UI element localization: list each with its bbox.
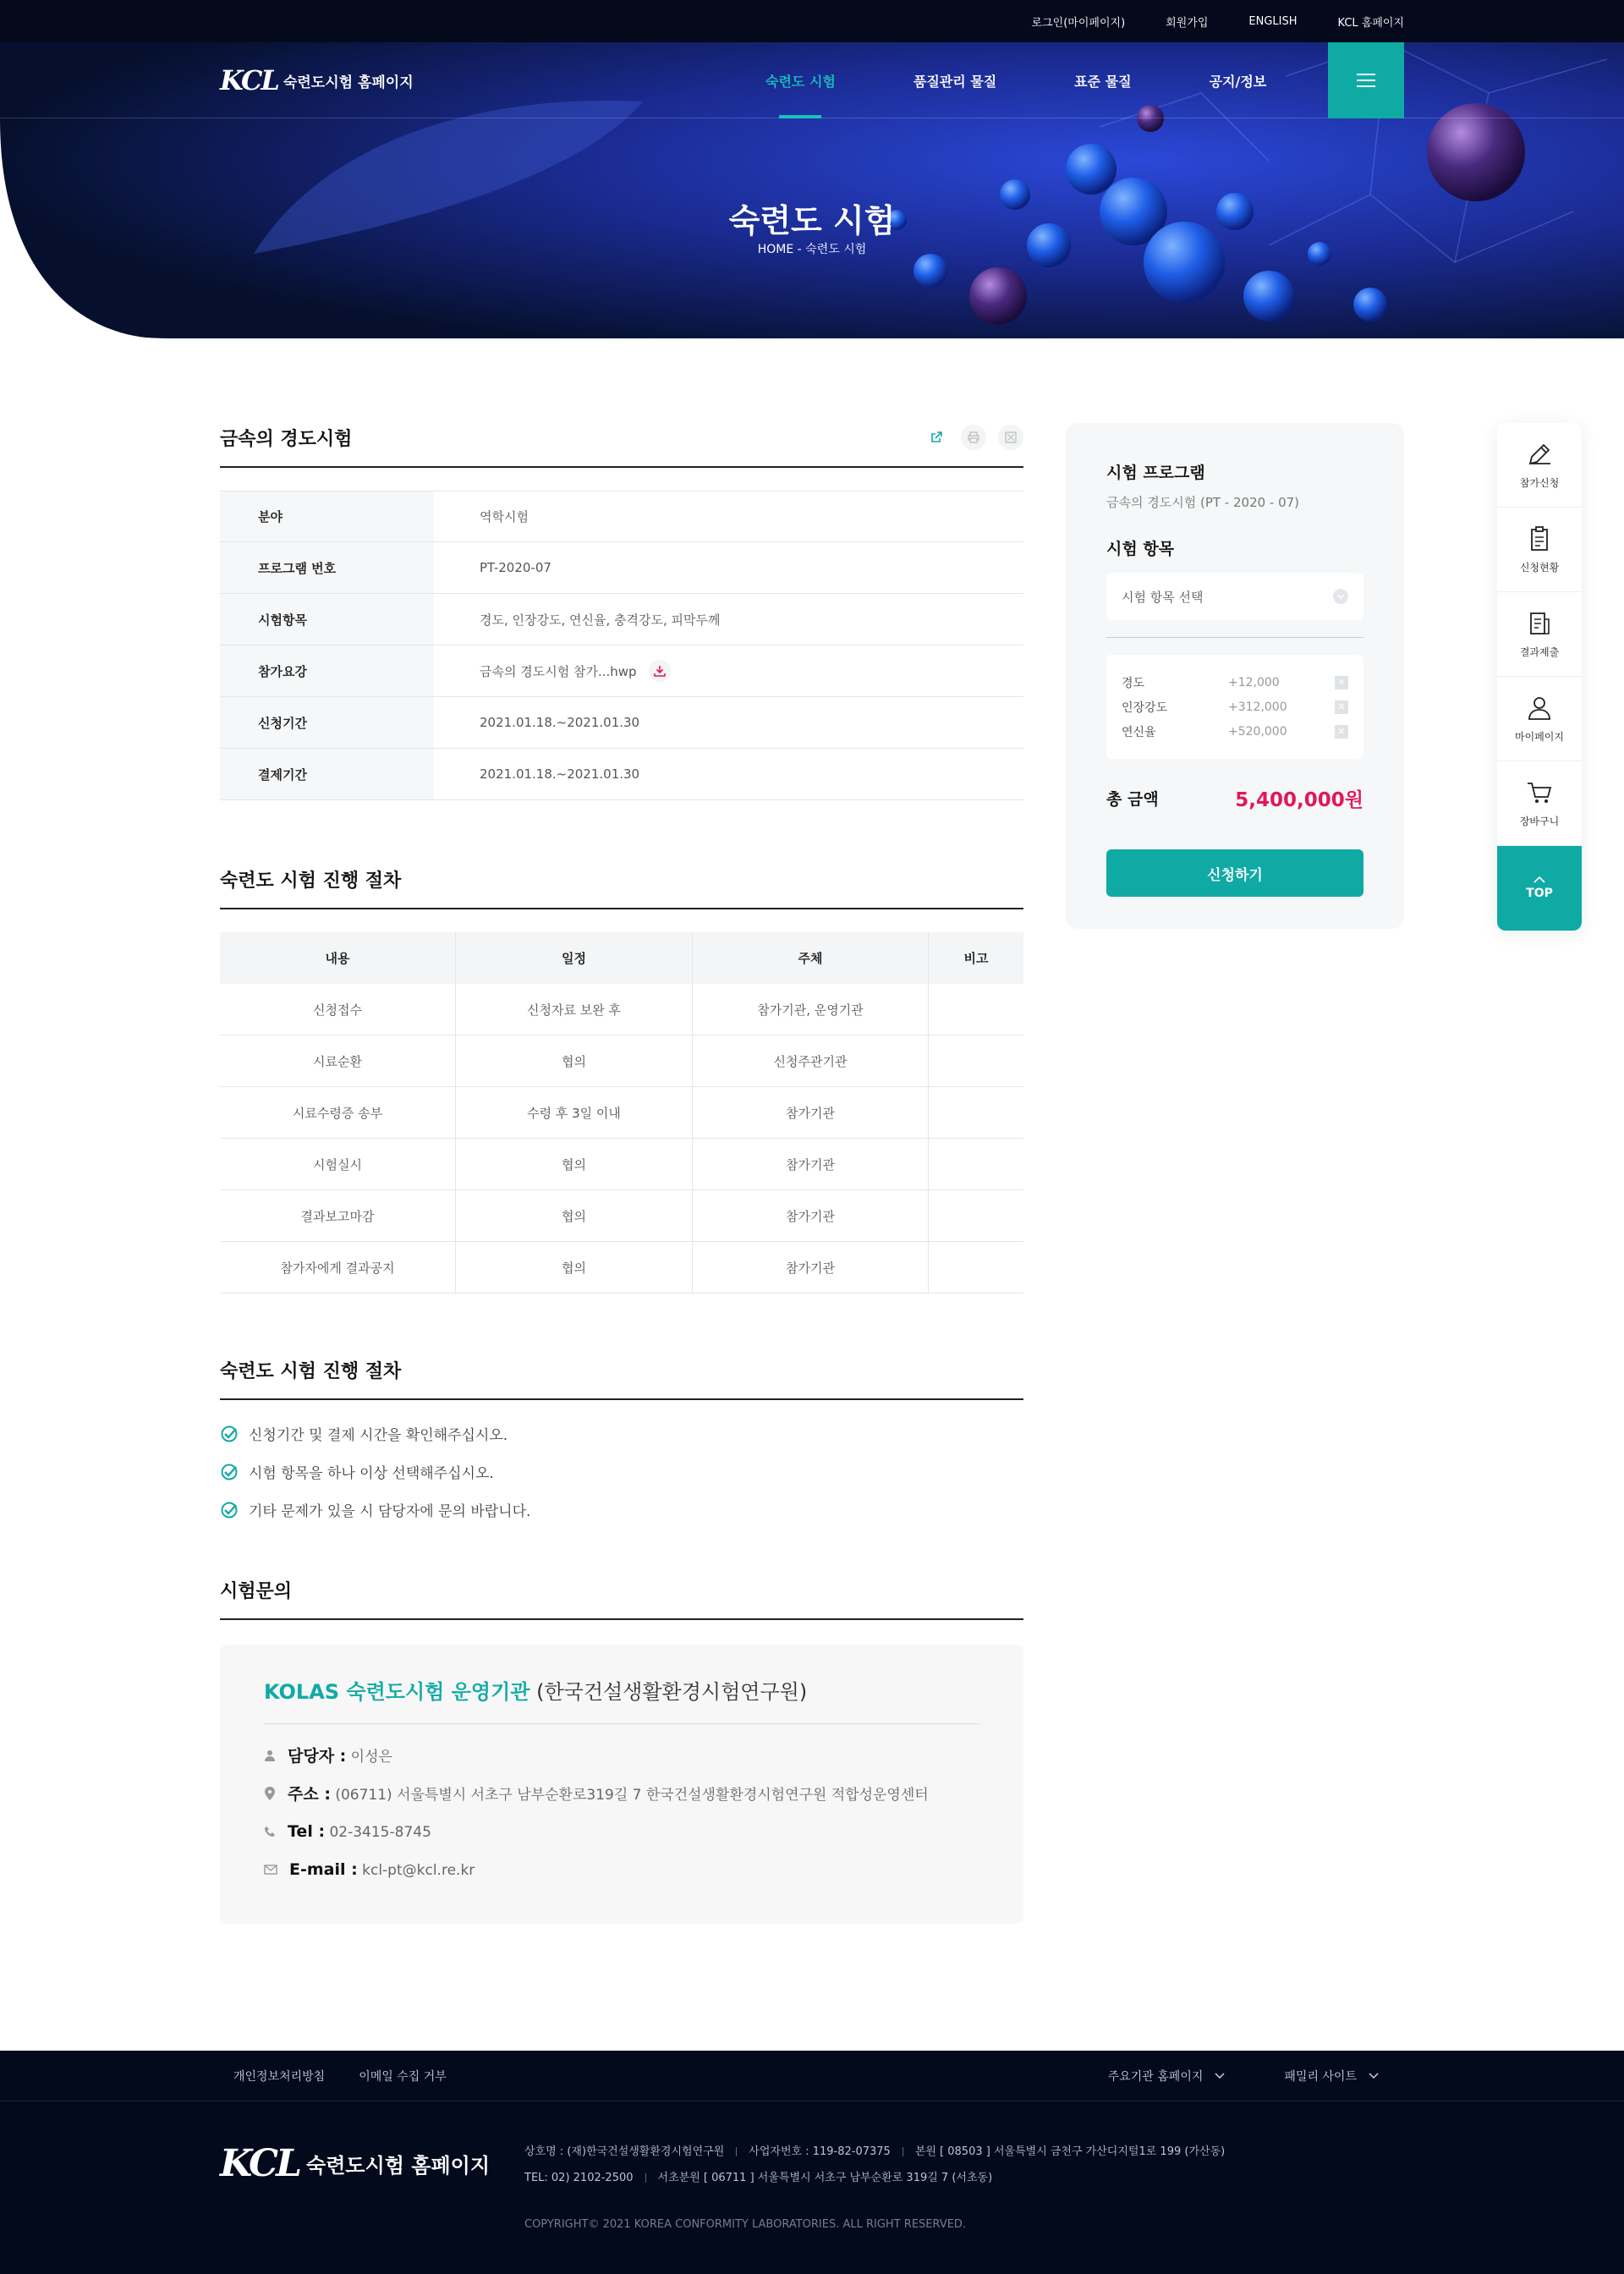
mail-icon bbox=[264, 1865, 277, 1875]
total-label: 총 금액 bbox=[1106, 790, 1159, 809]
item-name: 인장강도 bbox=[1122, 700, 1168, 715]
family-sites-select[interactable] bbox=[1284, 2068, 1379, 2084]
program-info-table bbox=[220, 491, 1023, 800]
footer bbox=[0, 2051, 1624, 2274]
quick-result[interactable] bbox=[1497, 592, 1582, 677]
list-item bbox=[220, 1453, 530, 1491]
chevron-down-icon bbox=[1369, 2073, 1379, 2079]
contact-person bbox=[264, 1736, 979, 1774]
program-value: 금속의 경도시험 (PT - 2020 - 07) bbox=[1106, 495, 1300, 510]
table-cell: 협의 bbox=[456, 1190, 693, 1241]
item-price: +12,000 bbox=[1228, 675, 1280, 689]
copyright: COPYRIGHT© 2021 KOREA CONFORMITY LABORATORIES. ALL RIGHT RESERVED. bbox=[524, 2218, 967, 2231]
table-cell: 수령 후 3일 이내 bbox=[456, 1087, 693, 1138]
check-circle-icon bbox=[220, 1463, 239, 1481]
footer-logo bbox=[220, 2142, 490, 2185]
table-row bbox=[220, 984, 1023, 1035]
contact-lines bbox=[264, 1736, 979, 1888]
info-label: 프로그램 번호 bbox=[220, 542, 434, 593]
clipboard-icon bbox=[1525, 525, 1554, 553]
quick-apply[interactable] bbox=[1497, 423, 1582, 508]
contact-value: 02-3415-8745 bbox=[325, 1823, 431, 1841]
list-item bbox=[1122, 719, 1348, 744]
share-icon bbox=[930, 431, 943, 444]
quick-label: 결과제출 bbox=[1519, 646, 1560, 658]
branch-address: 서초분원 [ 06711 ] 서울특별시 서초구 남부순환로 319길 7 (서초동) bbox=[657, 2172, 993, 2184]
contact-label: 주소 : bbox=[288, 1785, 331, 1804]
menu-proficiency-test[interactable]: 숙련도 시험 bbox=[765, 42, 836, 118]
print-button[interactable] bbox=[961, 425, 986, 450]
table-cell: 참가기관 bbox=[693, 1087, 929, 1138]
contact-card bbox=[220, 1645, 1023, 1924]
program-label: 시험 프로그램 bbox=[1106, 464, 1205, 482]
apply-button[interactable]: 신청하기 bbox=[1106, 849, 1363, 897]
hero-title: 숙련도 시험 bbox=[728, 202, 896, 239]
kcl-home-link[interactable]: KCL 홈페이지 bbox=[1337, 16, 1404, 30]
contact-value[interactable]: kcl-pt@kcl.re.kr bbox=[357, 1861, 475, 1879]
list-item bbox=[1122, 670, 1348, 695]
contact-tel bbox=[264, 1812, 979, 1850]
chevron-down-icon bbox=[1333, 589, 1348, 604]
contact-label: E-mail : bbox=[289, 1859, 358, 1879]
procedure-title: 숙련도 시험 진행 절차 bbox=[220, 866, 1023, 909]
info-value: 2021.01.18.~2021.01.30 bbox=[480, 715, 640, 730]
order-sidebar bbox=[1066, 423, 1404, 929]
table-header-row bbox=[220, 932, 1023, 984]
table-row bbox=[220, 1139, 1023, 1190]
chevron-down-icon bbox=[1215, 2073, 1225, 2079]
list-item bbox=[1122, 695, 1348, 719]
table-cell: 참가자에게 결과공지 bbox=[220, 1242, 456, 1293]
table-cell: 참가기관 bbox=[693, 1139, 929, 1189]
company-name: 상호명 : (재)한국건설생활환경시험연구원 bbox=[524, 2145, 725, 2158]
check-circle-icon bbox=[220, 1501, 239, 1519]
table-cell: 참가기관, 운영기관 bbox=[693, 984, 929, 1035]
contact-label: 담당자 : bbox=[288, 1747, 347, 1766]
table-row bbox=[220, 1035, 1023, 1087]
hamburger-menu-button[interactable] bbox=[1328, 42, 1404, 118]
item-name: 경도 bbox=[1122, 676, 1145, 690]
table-cell: 신청주관기관 bbox=[693, 1035, 929, 1086]
info-value: 경도, 인장강도, 연신율, 충격강도, 피막두께 bbox=[480, 612, 721, 628]
divider bbox=[1106, 637, 1363, 638]
remove-item-button[interactable]: ✕ bbox=[1335, 700, 1348, 714]
print-icon bbox=[968, 431, 979, 443]
column-header: 내용 bbox=[220, 932, 456, 984]
remove-item-button[interactable]: ✕ bbox=[1335, 725, 1348, 739]
download-button[interactable] bbox=[649, 660, 671, 682]
table-cell: 협의 bbox=[456, 1035, 693, 1086]
info-value bbox=[434, 645, 1023, 696]
quick-cart[interactable] bbox=[1497, 761, 1582, 846]
contact-org bbox=[264, 1675, 979, 1724]
document-icon bbox=[1525, 609, 1554, 638]
download-icon bbox=[654, 665, 666, 677]
user-icon bbox=[1525, 694, 1554, 722]
info-value: 2021.01.18.~2021.01.30 bbox=[480, 766, 640, 782]
table-cell: 시료순환 bbox=[220, 1035, 456, 1086]
top-label: TOP bbox=[1526, 887, 1553, 900]
person-icon bbox=[264, 1749, 276, 1761]
items-label: 시험 항목 bbox=[1106, 540, 1175, 558]
login-link[interactable]: 로그인(마이페이지) bbox=[1031, 16, 1126, 30]
scroll-top-button[interactable] bbox=[1497, 846, 1582, 931]
table-cell bbox=[929, 1139, 1023, 1189]
footer-links bbox=[233, 2051, 447, 2101]
info-label: 시험항목 bbox=[220, 594, 434, 645]
contact-value: 이성은 bbox=[346, 1749, 392, 1766]
table-cell: 참가기관 bbox=[693, 1242, 929, 1293]
notes-title: 숙련도 시험 진행 절차 bbox=[220, 1357, 1023, 1400]
note-text: 신청기간 및 결제 시간을 확인해주십시오. bbox=[249, 1427, 508, 1444]
list-item bbox=[220, 1491, 530, 1529]
inquiry-title: 시험문의 bbox=[220, 1577, 1023, 1620]
table-row bbox=[220, 491, 1023, 542]
table-cell bbox=[929, 1242, 1023, 1293]
utility-bar bbox=[0, 0, 1624, 42]
info-label: 참가요강 bbox=[220, 645, 434, 696]
info-label: 결제기간 bbox=[220, 749, 434, 799]
detail-header bbox=[220, 425, 1023, 468]
footer-selects bbox=[1108, 2051, 1379, 2101]
table-row bbox=[220, 697, 1023, 749]
menu-notice[interactable]: 공지/정보 bbox=[1209, 73, 1267, 90]
table-cell: 신청접수 bbox=[220, 984, 456, 1035]
contact-label: Tel : bbox=[288, 1821, 326, 1841]
table-cell: 시료수령증 송부 bbox=[220, 1087, 456, 1138]
address-line bbox=[524, 2139, 1225, 2165]
address-line bbox=[524, 2165, 1225, 2191]
privacy-policy-link[interactable]: 개인정보처리방침 bbox=[233, 2070, 326, 2084]
table-cell: 협의 bbox=[456, 1139, 693, 1189]
item-name: 연신율 bbox=[1122, 725, 1156, 739]
info-value: PT-2020-07 bbox=[480, 560, 551, 575]
head-office-address: 본원 [ 08503 ] 서울특별시 금천구 가산디지털1로 199 (가산동) bbox=[914, 2145, 1226, 2158]
email-refusal-link[interactable]: 이메일 수집 거부 bbox=[359, 2070, 447, 2084]
table-row bbox=[220, 594, 1023, 645]
chevron-up-icon bbox=[1533, 876, 1545, 883]
table-cell bbox=[929, 984, 1023, 1035]
footer-address bbox=[524, 2139, 1225, 2191]
menu-standard-material[interactable]: 표준 물질 bbox=[1074, 73, 1132, 90]
list-item bbox=[220, 1414, 530, 1453]
total-row bbox=[1106, 784, 1363, 812]
english-link[interactable]: ENGLISH bbox=[1248, 14, 1298, 28]
major-sites-select[interactable] bbox=[1108, 2068, 1226, 2084]
location-pin-icon bbox=[264, 1787, 276, 1800]
cart-icon bbox=[1525, 778, 1554, 807]
notes-list bbox=[220, 1414, 530, 1529]
org-highlight: KOLAS 숙련도시험 운영기관 bbox=[264, 1680, 530, 1704]
table-cell: 결과보고마감 bbox=[220, 1190, 456, 1241]
check-circle-icon bbox=[220, 1425, 239, 1443]
detail-title: 금속의 경도시험 bbox=[220, 429, 353, 450]
table-cell bbox=[929, 1190, 1023, 1241]
table-row bbox=[220, 1190, 1023, 1242]
item-price: +520,000 bbox=[1228, 724, 1287, 739]
quick-status[interactable] bbox=[1497, 508, 1582, 592]
contact-address bbox=[264, 1774, 979, 1812]
select-placeholder: 시험 항목 선택 bbox=[1122, 589, 1204, 605]
share-button[interactable] bbox=[924, 425, 949, 450]
procedure-table bbox=[220, 932, 1023, 1294]
quick-label: 장바구니 bbox=[1519, 816, 1560, 827]
logo-text: 숙련도시험 홈페이지 bbox=[283, 74, 414, 91]
logo-text: 숙련도시험 홈페이지 bbox=[306, 2154, 491, 2178]
quick-label: 마이페이지 bbox=[1515, 731, 1564, 743]
select-label: 패밀리 사이트 bbox=[1284, 2070, 1357, 2084]
table-cell: 신청자료 보완 후 bbox=[456, 984, 693, 1035]
remove-item-button[interactable]: ✕ bbox=[1335, 676, 1348, 689]
table-row bbox=[220, 645, 1023, 697]
test-item-select[interactable] bbox=[1106, 573, 1363, 620]
menu-qc-material[interactable]: 품질관리 물질 bbox=[913, 73, 997, 90]
table-row bbox=[220, 1242, 1023, 1294]
table-row bbox=[220, 1087, 1023, 1139]
phone-icon bbox=[264, 1826, 276, 1837]
quick-menu bbox=[1497, 423, 1582, 931]
item-price: +312,000 bbox=[1228, 700, 1287, 714]
table-row bbox=[220, 749, 1023, 800]
hamburger-icon bbox=[1357, 80, 1375, 81]
quick-label: 참가신청 bbox=[1519, 477, 1560, 489]
signup-link[interactable]: 회원가입 bbox=[1166, 16, 1209, 30]
column-header: 주체 bbox=[693, 932, 929, 984]
guide-file-link[interactable]: 금속의 경도시험 참가...hwp bbox=[480, 663, 637, 679]
contact-value: (06711) 서울특별시 서초구 남부순환로319길 7 한국건설생활환경시험연구원 적합성운영센터 bbox=[330, 1787, 929, 1804]
table-cell bbox=[929, 1087, 1023, 1138]
table-cell: 시험실시 bbox=[220, 1139, 456, 1189]
breadcrumb: HOME - 숙련도 시험 bbox=[757, 243, 867, 256]
note-text: 시험 항목을 하나 이상 선택해주십시오. bbox=[249, 1465, 494, 1482]
table-cell bbox=[929, 1035, 1023, 1086]
kcl-logo-mark: KCL bbox=[220, 64, 278, 96]
site-logo[interactable] bbox=[220, 64, 414, 96]
fullscreen-icon bbox=[1005, 431, 1017, 443]
column-header: 비고 bbox=[963, 951, 989, 966]
quick-mypage[interactable] bbox=[1497, 677, 1582, 761]
detail-actions bbox=[924, 425, 1023, 450]
close-button[interactable] bbox=[998, 425, 1023, 450]
column-header: 일정 bbox=[456, 932, 693, 984]
table-row bbox=[220, 542, 1023, 594]
note-text: 기타 문제가 있을 시 담당자에 문의 바랍니다. bbox=[249, 1503, 531, 1520]
contact-email bbox=[264, 1850, 979, 1888]
business-number: 사업자번호 : 119-82-07375 bbox=[749, 2145, 891, 2158]
gnb-menu bbox=[765, 42, 1266, 118]
info-value: 역학시험 bbox=[480, 509, 529, 525]
table-cell: 참가기관 bbox=[693, 1190, 929, 1241]
utility-links bbox=[1032, 0, 1404, 42]
tel-number: TEL: 02) 2102-2500 bbox=[524, 2172, 634, 2184]
table-cell: 협의 bbox=[456, 1242, 693, 1293]
kcl-logo-mark: KCL bbox=[220, 2142, 300, 2185]
pencil-icon bbox=[1525, 440, 1554, 469]
quick-label: 신청현황 bbox=[1519, 562, 1560, 574]
select-label: 주요기관 홈페이지 bbox=[1107, 2070, 1204, 2084]
footer-links-bar bbox=[0, 2051, 1624, 2101]
org-name: (한국건설생활환경시험연구원) bbox=[529, 1680, 808, 1704]
total-value: 5,400,000원 bbox=[1235, 789, 1363, 811]
info-label: 분야 bbox=[220, 492, 434, 541]
info-label: 신청기간 bbox=[220, 697, 434, 748]
selected-items bbox=[1106, 655, 1363, 759]
